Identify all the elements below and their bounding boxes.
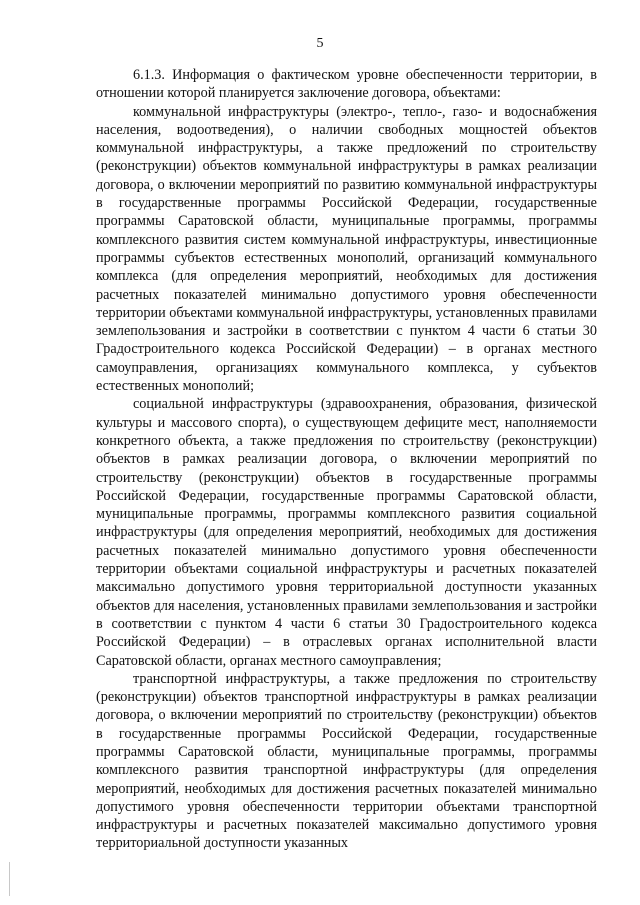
page-number: 5 (316, 36, 324, 51)
paragraph-social-infrastructure: социальной инфраструктуры (здравоохранения, образования, физической культуры и массового спорта), о существующем дефиците мест, наполняемости конкретного объекта, а также предложения по строительству (реконструкции) объектов в рамках реализации договора, о включении мероприятий по строительству (реконструкции) объектов в государственные программы Российской Федерации, государственные программы Саратовской области, муниципальные программы, программы комплексного развития социальной инфраструктуры (для определения мероприятий, необходимых для достижения расчетных показателей минимально допустимого уровня обеспеченности территории объектами социальной инфраструктуры и расчетных показателей максимально допустимого уровня территориальной доступности указанных объектов для населения, установленных правилами землепользования и застройки в соответствии с пунктом 4 части 6 статьи 30 Градостроительного кодекса Российской Федерации) – в отраслевых органах исполнительной власти Саратовской области, органах местного самоуправления; (96, 396, 597, 669)
scan-edge-mark (9, 862, 10, 896)
paragraph-transport-infrastructure: транспортной инфраструктуры, а также предложения по строительству (реконструкции) объектов транспортной инфраструктуры в рамках реализации договора, о включении мероприятий по строительству (реконструкции) объектов в государственные программы Российской Федерации, государственные программы Саратовской области, муниципальные программы, программы комплексного развития транспортной инфраструктуры (для определения мероприятий, необходимых для достижения расчетных показателей минимально допустимого уровня обеспеченности территории объектами транспортной инфраструктуры и расчетных показателей максимально допустимого уровня территориальной доступности указанных (96, 670, 597, 852)
paragraph-section-6-1-3-heading: 6.1.3. Информация о фактическом уровне обеспеченности территории, в отношении которой планируется заключение договора, объектами: (96, 67, 597, 102)
paragraph-communal-infrastructure: коммунальной инфраструктуры (электро-, тепло-, газо- и водоснабжения населения, водоотведения), о наличии свободных мощностей объектов коммунальной инфраструктуры, а также предложений по строительству (реконструкции) объектов коммунальной инфраструктуры в рамках реализации договора, о включении мероприятий по развитию коммунальной инфраструктуры в государственные программы Российской Федерации, государственные программы Саратовской области, муниципальные программы, программы комплексного развития систем коммунальной инфраструктуры, инвестиционные программы субъектов естественных монополий, организаций коммунального комплекса (для определения мероприятий, необходимых для достижения расчетных показателей минимально допустимого уровня обеспеченности территории объектами коммунальной инфраструктуры, установленных правилами землепользования и застройки в соответствии с пунктом 4 части 6 статьи 30 Градостроительного кодекса Российской Федерации) – в органах местного самоуправления, организациях коммунального комплекса, у субъектов естественных монополий; (96, 103, 597, 395)
document-body (96, 66, 597, 853)
